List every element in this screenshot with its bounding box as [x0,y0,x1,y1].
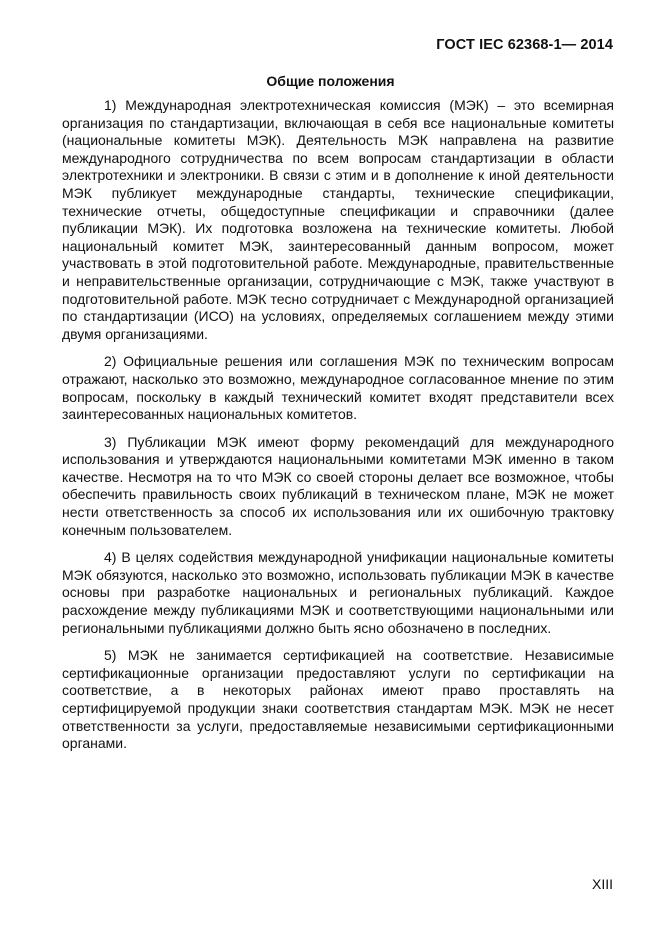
section-title: Общие положения [266,73,395,89]
paragraph-4: 4) В целях содействия международной унификации национальные комитеты МЭК обязуются, насколько это возможно, использовать публикации МЭК в качестве основы при разработке национальных и региональных публикаций. Каждое расхождение между публикациями МЭК и соответствующими национальными или региональными публикациями должно быть ясно обозначено в последних. [62,549,614,636]
paragraph-3: 3) Публикации МЭК имеют форму рекомендаций для международного использования и утверждаются национальными комитетами МЭК именно в таком качестве. Несмотря на то что МЭК со своей стороны делает все возможное, чтобы обеспечить правильность своих публикаций в техническом плане, МЭК не может нести ответственность за способ их использования или их ошибочную трактовку конечным пользователем. [62,433,614,538]
page-number: XIII [591,876,613,892]
paragraph-2: 2) Официальные решения или соглашения МЭК по техническим вопросам отражают, насколько это возможно, международное согласованное мнение по этим вопросам, поскольку в каждый технический комитет входят представители всех заинтересованных национальных комитетов. [62,353,614,423]
body-text [62,97,614,763]
standard-header: ГОСТ IEC 62368-1— 2014 [436,37,613,53]
paragraph-5: 5) МЭК не занимается сертификацией на соответствие. Независимые сертификационные организации предоставляют услуги по сертификации на соответствие, а в некоторых районах имеют право проставлять на сертифицируемой продукции знаки соответствия стандартам МЭК. МЭК не несет ответственности за услуги, предоставляемые независимыми сертификационными органами. [62,647,614,752]
paragraph-1: 1) Международная электротехническая комиссия (МЭК) – это всемирная организация по стандартизации, включающая в себя все национальные комитеты (национальные комитеты МЭК). Деятельность МЭК направлена на развитие международного сотрудничества по всем вопросам стандартизации в области электротехники и электроники. В связи с этим и в дополнение к иной деятельности МЭК публикует международные стандарты, технические спецификации, технические отчеты, общедоступные спецификации и справочники (далее публикации МЭК). Их подготовка возложена на технические комитеты. Любой национальный комитет МЭК, заинтересованный данным вопросом, может участвовать в этой подготовительной работе. Международные, правительственные и неправительственные организации, сотрудничающие с МЭК, также участвуют в подготовительной работе. МЭК тесно сотрудничает с Международной организацией по стандартизации (ИСО) на условиях, определяемых соглашением между этими двумя организациями. [62,97,614,342]
